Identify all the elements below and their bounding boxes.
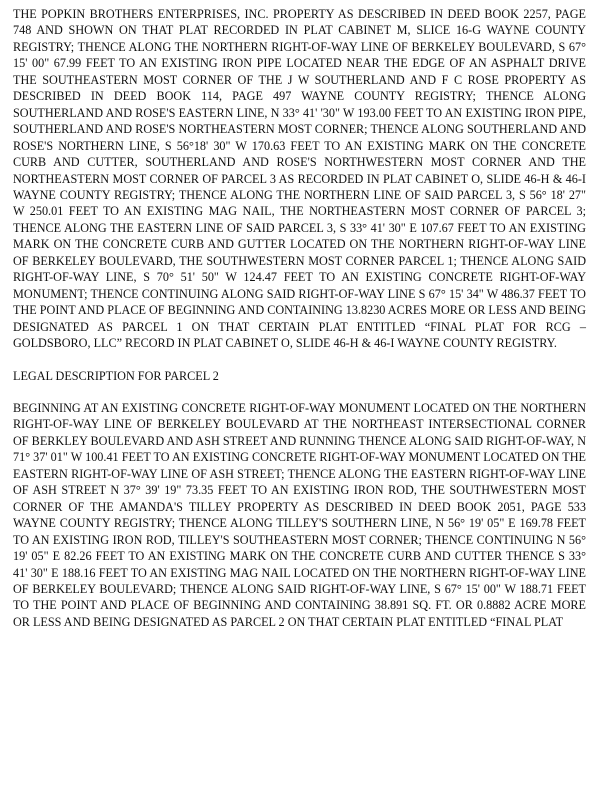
- parcel-2-heading: LEGAL DESCRIPTION FOR PARCEL 2: [13, 368, 219, 383]
- document-page: [13, 6, 586, 630]
- parcel-2-description-paragraph: BEGINNING AT AN EXISTING CONCRETE RIGHT-OF-WAY MONUMENT LOCATED ON THE NORTHERN RIGHT-OF-WAY LINE OF BERKELEY BOULEVARD AT THE NORTHEAST INTERSECTIONAL CORNER OF BERKLEY BOULEVARD AND ASH STREET AND RUNNING THENCE ALONG SAID RIGHT-OF-WAY, N 71° 37' 01" W 100.41 FEET TO AN EXISTING CONCRETE RIGHT-OF-WAY MONUMENT LOCATED ON THE EASTERN RIGHT-OF-WAY LINE OF ASH STREET; THENCE ALONG THE EASTERN RIGHT-OF-WAY LINE OF ASH STREET N 37° 39' 19" 73.35 FEET TO AN EXISTING IRON ROD, THE SOUTHWESTERN MOST CORNER OF THE AMANDA'S TILLEY PROPERTY AS DESCRIBED IN DEED BOOK 2051, PAGE 533 WAYNE COUNTY REGISTRY; THENCE ALONG TILLEY'S SOUTHERN LINE, N 56° 19' 05" E 169.78 FEET TO AN EXISTING IRON ROD, TILLEY'S SOUTHEASTERN MOST CORNER; THENCE CONTINUING N 56° 19' 05" E 82.26 FEET TO AN EXISTING MARK ON THE CONCRETE CURB AND CUTTER THENCE S 33° 41' 30" E 188.16 FEET TO AN EXISTING MAG NAIL LOCATED ON THE NORTHERN RIGHT-OF-WAY LINE OF BERKELEY BOULEVARD; THENCE ALONG SAID RIGHT-OF-WAY LINE, S 67° 15' 00" W 188.71 FEET TO THE POINT AND PLACE OF BEGINNING AND CONTAINING 38.891 SQ. FT. OR 0.8882 ACRE MORE OR LESS AND BEING DESIGNATED AS PARCEL 2 ON THAT CERTAIN PLAT ENTITLED “FINAL PLAT: [13, 400, 586, 629]
- parcel-1-description-paragraph: THE POPKIN BROTHERS ENTERPRISES, INC. PROPERTY AS DESCRIBED IN DEED BOOK 2257, PAGE 748 AND SHOWN ON THAT PLAT RECORDED IN PLAT CABINET M, SLICE 16-G WAYNE COUNTY REGISTRY; THENCE ALONG THE NORTHERN RIGHT-OF-WAY LINE OF BERKELEY BOULEVARD, S 67° 15' 00" 67.99 FEET TO AN EXISTING IRON PIPE LOCATED NEAR THE EDGE OF AN ASPHALT DRIVE THE SOUTHEASTERN MOST CORNER OF THE J W SOUTHERLAND AND F C ROSE PROPERTY AS DESCRIBED IN DEED BOOK 114, PAGE 497 WAYNE COUNTY REGISTRY; THENCE ALONG SOUTHERLAND AND ROSE'S EASTERN LINE, N 33° 41' '30" W 193.00 FEET TO AN EXISTING IRON PIPE, SOUTHERLAND AND ROSE'S NORTHEASTERN MOST CORNER; THENCE ALONG SOUTHERLAND AND ROSE'S NORTHERN LINE, S 56°18' 30" W 170.63 FEET TO AN EXISTING MARK ON THE CONCRETE CURB AND CUTTER, SOUTHERLAND AND ROSE'S NORTHWESTERN MOST CORNER AND THE NORTHEASTERN MOST CORNER OF PARCEL 3 AS RECORDED IN PLAT CABINET O, SLIDE 46-H & 46-I WAYNE COUNTY REGISTRY; THENCE ALONG THE NORTHERN LINE OF SAID PARCEL 3, S 56° 18' 27" W 250.01 FEET TO AN EXISTING MAG NAIL, THE NORTHEASTERN MOST CORNER OF PARCEL 3; THENCE ALONG THE EASTERN LINE OF SAID PARCEL 3, S 33° 41' 30" E 107.67 FEET TO AN EXISTING MARK ON THE CONCRETE CURB AND GUTTER LOCATED ON THE NORTHERN RIGHT-OF-WAY LINE OF BERKELEY BOULEVARD, THE SOUTHWESTERN MOST CORNER PARCEL 1; THENCE ALONG SAID RIGHT-OF-WAY LINE, S 70° 51' 50" W 124.47 FEET TO AN EXISTING CONCRETE RIGHT-OF-WAY MONUMENT; THENCE CONTINUING ALONG SAID RIGHT-OF-WAY LINE S 67° 15' 34" W 486.37 FEET TO THE POINT AND PLACE OF BEGINNING AND CONTAINING 13.8230 ACRES MORE OR LESS AND BEING DESIGNATED AS PARCEL 1 ON THAT CERTAIN PLAT ENTITLED “FINAL PLAT FOR RCG – GOLDSBORO, LLC” RECORD IN PLAT CABINET O, SLIDE 46-H & 46-I WAYNE COUNTY REGISTRY.: [13, 7, 586, 351]
